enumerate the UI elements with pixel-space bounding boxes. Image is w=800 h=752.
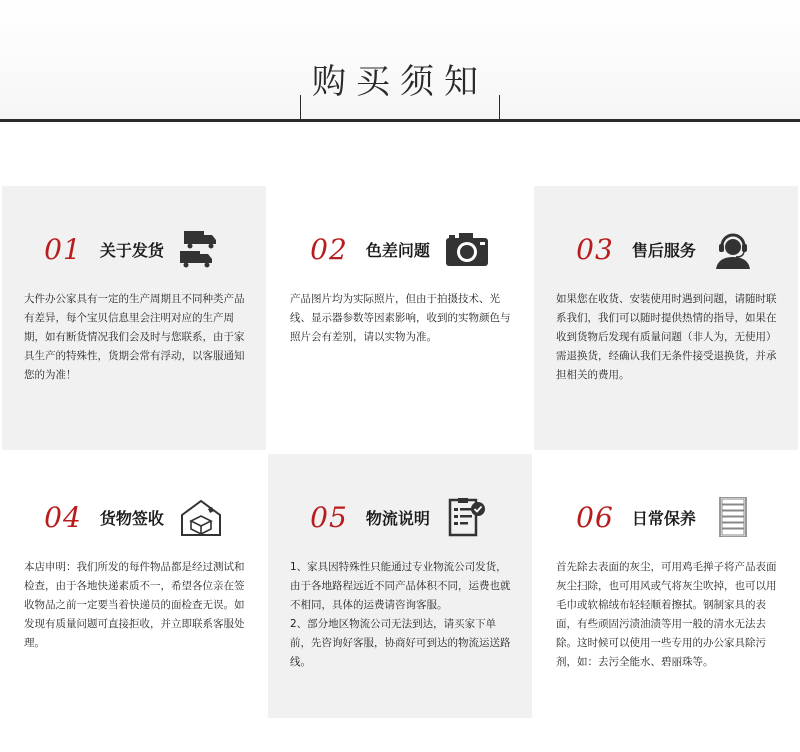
checklist-icon bbox=[444, 497, 490, 537]
card-header bbox=[2, 492, 266, 542]
card-delivery bbox=[2, 186, 266, 450]
card-body: 本店申明：我们所发的每件物品都是经过测试和检查，由于各地快递素质不一，希望各位亲在签收物品之前一定要当着快递员的面检查无误。如发现有质量问题可直接拒收，并立即联系客服处理。 bbox=[24, 561, 245, 649]
header-divider-right bbox=[499, 95, 500, 119]
card-number: 01 bbox=[44, 232, 82, 266]
card-after-sales bbox=[534, 186, 798, 450]
cabinet-icon bbox=[710, 497, 756, 537]
card-title: 货物签收 bbox=[99, 508, 164, 528]
card-maintenance bbox=[534, 454, 798, 718]
customer-service-icon bbox=[710, 229, 756, 269]
card-body: 大件办公家具有一定的生产周期且不同种类产品有差异，每个宝贝信息里会注明对应的生产周期，如有断货情况我们会及时与您联系，由于家具生产的特殊性，货期会常有浮动，以客服通知您的为准！ bbox=[24, 293, 245, 381]
page-title: 购买须知 bbox=[312, 62, 488, 102]
card-title: 日常保养 bbox=[631, 508, 696, 528]
card-header bbox=[534, 224, 798, 274]
info-grid bbox=[2, 186, 798, 720]
package-sign-icon bbox=[178, 497, 224, 537]
card-body: 首先除去表面的灰尘，可用鸡毛掸子将产品表面灰尘扫除，也可用风或气将灰尘吹掉，也可以用毛巾或软棉绒布轻轻顺着擦拭。钢制家具的表面，有些顽固污渍油渍等用一般的清水无法去除。这时候可以使用一些专用的办公家具除污剂，如：去污全能水、碧丽珠等。 bbox=[556, 561, 777, 668]
card-number: 02 bbox=[310, 232, 348, 266]
header-divider-left bbox=[300, 95, 301, 119]
camera-icon bbox=[444, 229, 490, 269]
card-title: 售后服务 bbox=[631, 240, 696, 260]
header bbox=[0, 0, 800, 122]
card-header bbox=[268, 492, 532, 542]
card-receipt bbox=[2, 454, 266, 718]
card-number: 06 bbox=[576, 500, 614, 534]
card-number: 03 bbox=[576, 232, 614, 266]
card-number: 04 bbox=[44, 500, 82, 534]
header-underline bbox=[0, 119, 800, 122]
card-body: 1、家具因特殊性只能通过专业物流公司发货，由于各地路程远近不同产品体积不同，运费也就不相同，具体的运费请咨询客服。 2、部分地区物流公司无法到达，请买家下单前，先咨询好客服，协商好可到达的物流运送路线。 bbox=[290, 561, 511, 668]
card-body: 如果您在收货、安装使用时遇到问题，请随时联系我们，我们可以随时提供热情的指导，如果在收到货物后发现有质量问题（非人为，无使用）需退换货，经确认我们无条件接受退换货，并承担相关的费用。 bbox=[556, 293, 777, 381]
card-title: 物流说明 bbox=[365, 508, 430, 528]
card-header bbox=[268, 224, 532, 274]
card-color-difference bbox=[268, 186, 532, 450]
delivery-truck-icon bbox=[178, 229, 224, 269]
card-number: 05 bbox=[310, 500, 348, 534]
card-title: 关于发货 bbox=[99, 240, 164, 260]
card-header bbox=[2, 224, 266, 274]
card-logistics bbox=[268, 454, 532, 718]
card-title: 色差问题 bbox=[365, 240, 430, 260]
card-header bbox=[534, 492, 798, 542]
card-body: 产品图片均为实际照片，但由于拍摄技术、光线、显示器参数等因素影响，收到的实物颜色与照片会有差别，请以实物为准。 bbox=[290, 293, 511, 343]
